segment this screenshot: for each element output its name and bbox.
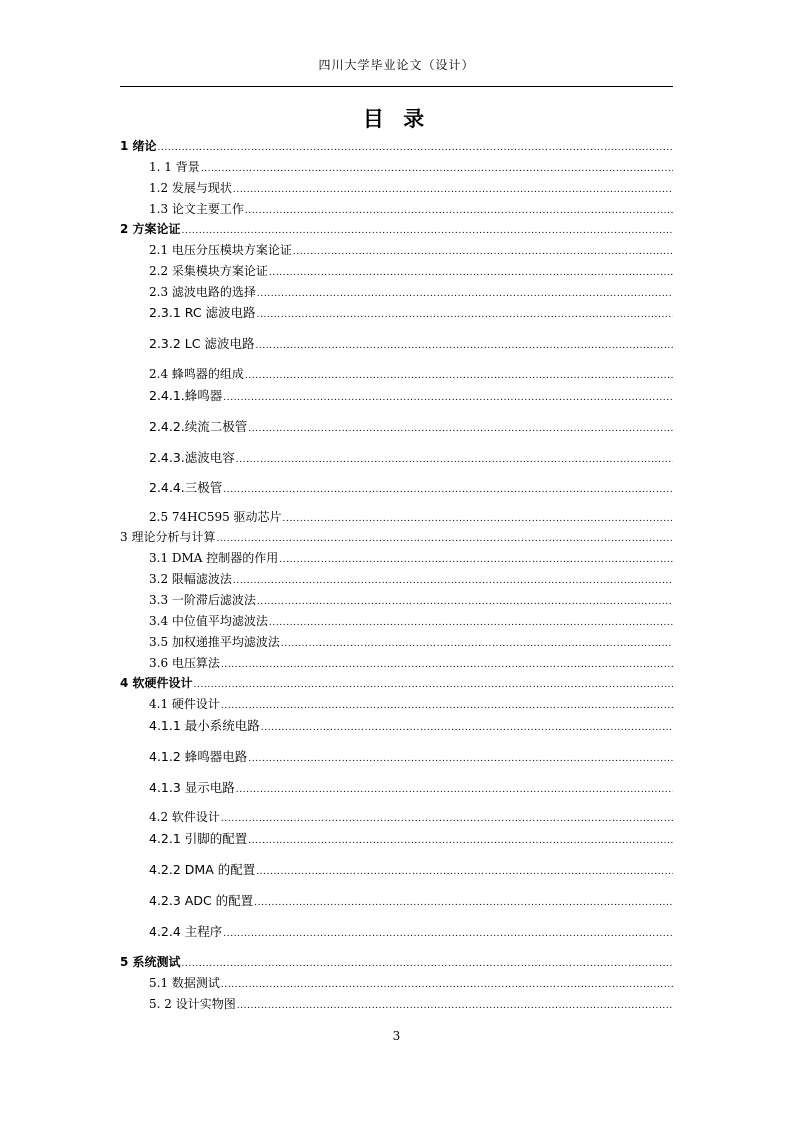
- toc-entry-label: 4.2 软件设计: [149, 810, 220, 824]
- toc-entry[interactable]: [149, 779, 673, 797]
- dot-leader: [221, 656, 673, 674]
- toc-entry-label: 2.3.2 LC 滤波电路: [149, 336, 255, 351]
- toc-entry-label: 2.2 采集模块方案论证: [149, 264, 268, 278]
- dot-leader: [283, 510, 673, 528]
- dot-leader: [245, 202, 673, 220]
- toc-entry[interactable]: [149, 365, 673, 383]
- toc-entry[interactable]: [149, 654, 673, 672]
- toc-entry[interactable]: [149, 508, 673, 526]
- toc-entry[interactable]: [149, 974, 673, 992]
- toc-entry[interactable]: [149, 633, 673, 651]
- running-header: 四川大学毕业论文（设计）: [318, 58, 475, 72]
- toc-entry[interactable]: [149, 695, 673, 713]
- dot-leader: [245, 367, 673, 385]
- toc-entry[interactable]: [149, 200, 673, 218]
- toc-entry[interactable]: [149, 549, 673, 567]
- toc-entry-label: 4.1.2 蜂鸣器电路: [149, 749, 248, 764]
- dot-leader: [223, 925, 673, 943]
- toc-entry-label: 4.2.3 ADC 的配置: [149, 893, 254, 908]
- toc-entry[interactable]: [149, 241, 673, 259]
- dot-leader: [233, 181, 673, 199]
- dot-leader: [182, 222, 673, 240]
- toc-entry-label: 4.1 硬件设计: [149, 697, 220, 711]
- toc-entry[interactable]: [149, 418, 673, 436]
- toc-entry[interactable]: [149, 591, 673, 609]
- dot-leader: [223, 481, 673, 499]
- toc-entry-label: 1. 1 背景: [149, 160, 200, 174]
- toc-entry[interactable]: [120, 528, 673, 546]
- toc-entry-label: 4.1.3 显示电路: [149, 780, 235, 795]
- dot-leader: [248, 420, 673, 438]
- dot-leader: [194, 676, 673, 694]
- dot-leader: [257, 593, 673, 611]
- toc-entry-label: 5. 2 设计实物图: [149, 997, 236, 1011]
- toc-entry-label: 2.4.4.三极管: [149, 480, 223, 495]
- toc-entry[interactable]: [149, 830, 673, 848]
- toc-entry-label: 2.3 滤波电路的选择: [149, 285, 256, 299]
- toc-entry-label: 2.1 电压分压模块方案论证: [149, 243, 292, 257]
- dot-leader: [158, 139, 673, 157]
- toc-entry-label: 3.6 电压算法: [149, 656, 220, 670]
- dot-leader: [216, 530, 673, 548]
- toc-entry-label: 3 理论分析与计算: [120, 530, 216, 544]
- toc-entry[interactable]: [149, 304, 673, 322]
- toc-entry[interactable]: [149, 283, 673, 301]
- toc-entry[interactable]: [149, 262, 673, 280]
- toc-entry-label: 3.2 限幅滤波法: [149, 572, 232, 586]
- dot-leader: [182, 955, 673, 973]
- dot-leader: [221, 810, 673, 828]
- dot-leader: [237, 997, 673, 1015]
- toc-entry-label: 4.1.1 最小系统电路: [149, 718, 260, 733]
- toc-entry[interactable]: [120, 220, 673, 238]
- dot-leader: [236, 451, 673, 469]
- dot-leader: [221, 697, 673, 715]
- toc-entry[interactable]: [120, 953, 673, 971]
- toc-entry[interactable]: [149, 892, 673, 910]
- dot-leader: [269, 264, 673, 282]
- toc-entry-label: 2.4.3.滤波电容: [149, 450, 235, 465]
- toc-entry[interactable]: [149, 808, 673, 826]
- toc-entry-label: 1 绪论: [120, 139, 157, 153]
- dot-leader: [221, 976, 673, 994]
- dot-leader: [256, 863, 673, 881]
- toc-entry[interactable]: [149, 612, 673, 630]
- toc-entry[interactable]: [149, 387, 673, 405]
- toc-entry-label: 1.2 发展与现状: [149, 181, 232, 195]
- toc-entry[interactable]: [149, 995, 673, 1013]
- dot-leader: [254, 894, 673, 912]
- dot-leader: [236, 781, 673, 799]
- dot-leader: [257, 306, 673, 324]
- dot-leader: [279, 551, 673, 569]
- toc-entry[interactable]: [120, 674, 673, 692]
- page-number: 3: [392, 1029, 401, 1043]
- toc-entry-label: 3.1 DMA 控制器的作用: [149, 551, 279, 565]
- dot-leader: [257, 285, 673, 303]
- toc-entry-label: 3.5 加权递推平均滤波法: [149, 635, 280, 649]
- toc-entry[interactable]: [120, 137, 673, 155]
- dot-leader: [248, 750, 673, 768]
- dot-leader: [248, 832, 673, 850]
- toc-entry-label: 2.5 74HC595 驱动芯片: [149, 510, 282, 524]
- toc-entry-label: 2.4.2.续流二极管: [149, 419, 248, 434]
- toc-entry[interactable]: [149, 335, 673, 353]
- dot-leader: [201, 160, 673, 178]
- toc-entry[interactable]: [149, 158, 673, 176]
- toc-entry-label: 1.3 论文主要工作: [149, 202, 244, 216]
- dot-leader: [281, 635, 673, 653]
- toc-entry[interactable]: [149, 861, 673, 879]
- dot-leader: [255, 337, 673, 355]
- toc-entry-label: 4.2.4 主程序: [149, 924, 223, 939]
- toc-entry-label: 4.2.1 引脚的配置: [149, 831, 248, 846]
- toc-entry[interactable]: [149, 449, 673, 467]
- toc-entry[interactable]: [149, 923, 673, 941]
- toc-entry[interactable]: [149, 717, 673, 735]
- dot-leader: [269, 614, 673, 632]
- toc-entry[interactable]: [149, 479, 673, 497]
- toc-entry-label: 4 软硬件设计: [120, 676, 193, 690]
- toc-entry[interactable]: [149, 748, 673, 766]
- dot-leader: [233, 572, 673, 590]
- toc-entry-label: 2.3.1 RC 滤波电路: [149, 305, 256, 320]
- toc-entry-label: 5 系统测试: [120, 955, 181, 969]
- toc-title: 目 录: [362, 107, 431, 131]
- toc-entry-label: 2 方案论证: [120, 222, 181, 236]
- toc-entry[interactable]: [149, 179, 673, 197]
- toc-entry[interactable]: [149, 570, 673, 588]
- dot-leader: [261, 719, 673, 737]
- toc-entry-label: 2.4 蜂鸣器的组成: [149, 367, 244, 381]
- toc-entry-label: 3.3 一阶滞后滤波法: [149, 593, 256, 607]
- dot-leader: [223, 389, 673, 407]
- toc-entry-label: 2.4.1.蜂鸣器: [149, 388, 223, 403]
- toc-entry-label: 4.2.2 DMA 的配置: [149, 862, 256, 877]
- toc-entry-label: 3.4 中位值平均滤波法: [149, 614, 268, 628]
- toc-entry-label: 5.1 数据测试: [149, 976, 220, 990]
- dot-leader: [293, 243, 673, 261]
